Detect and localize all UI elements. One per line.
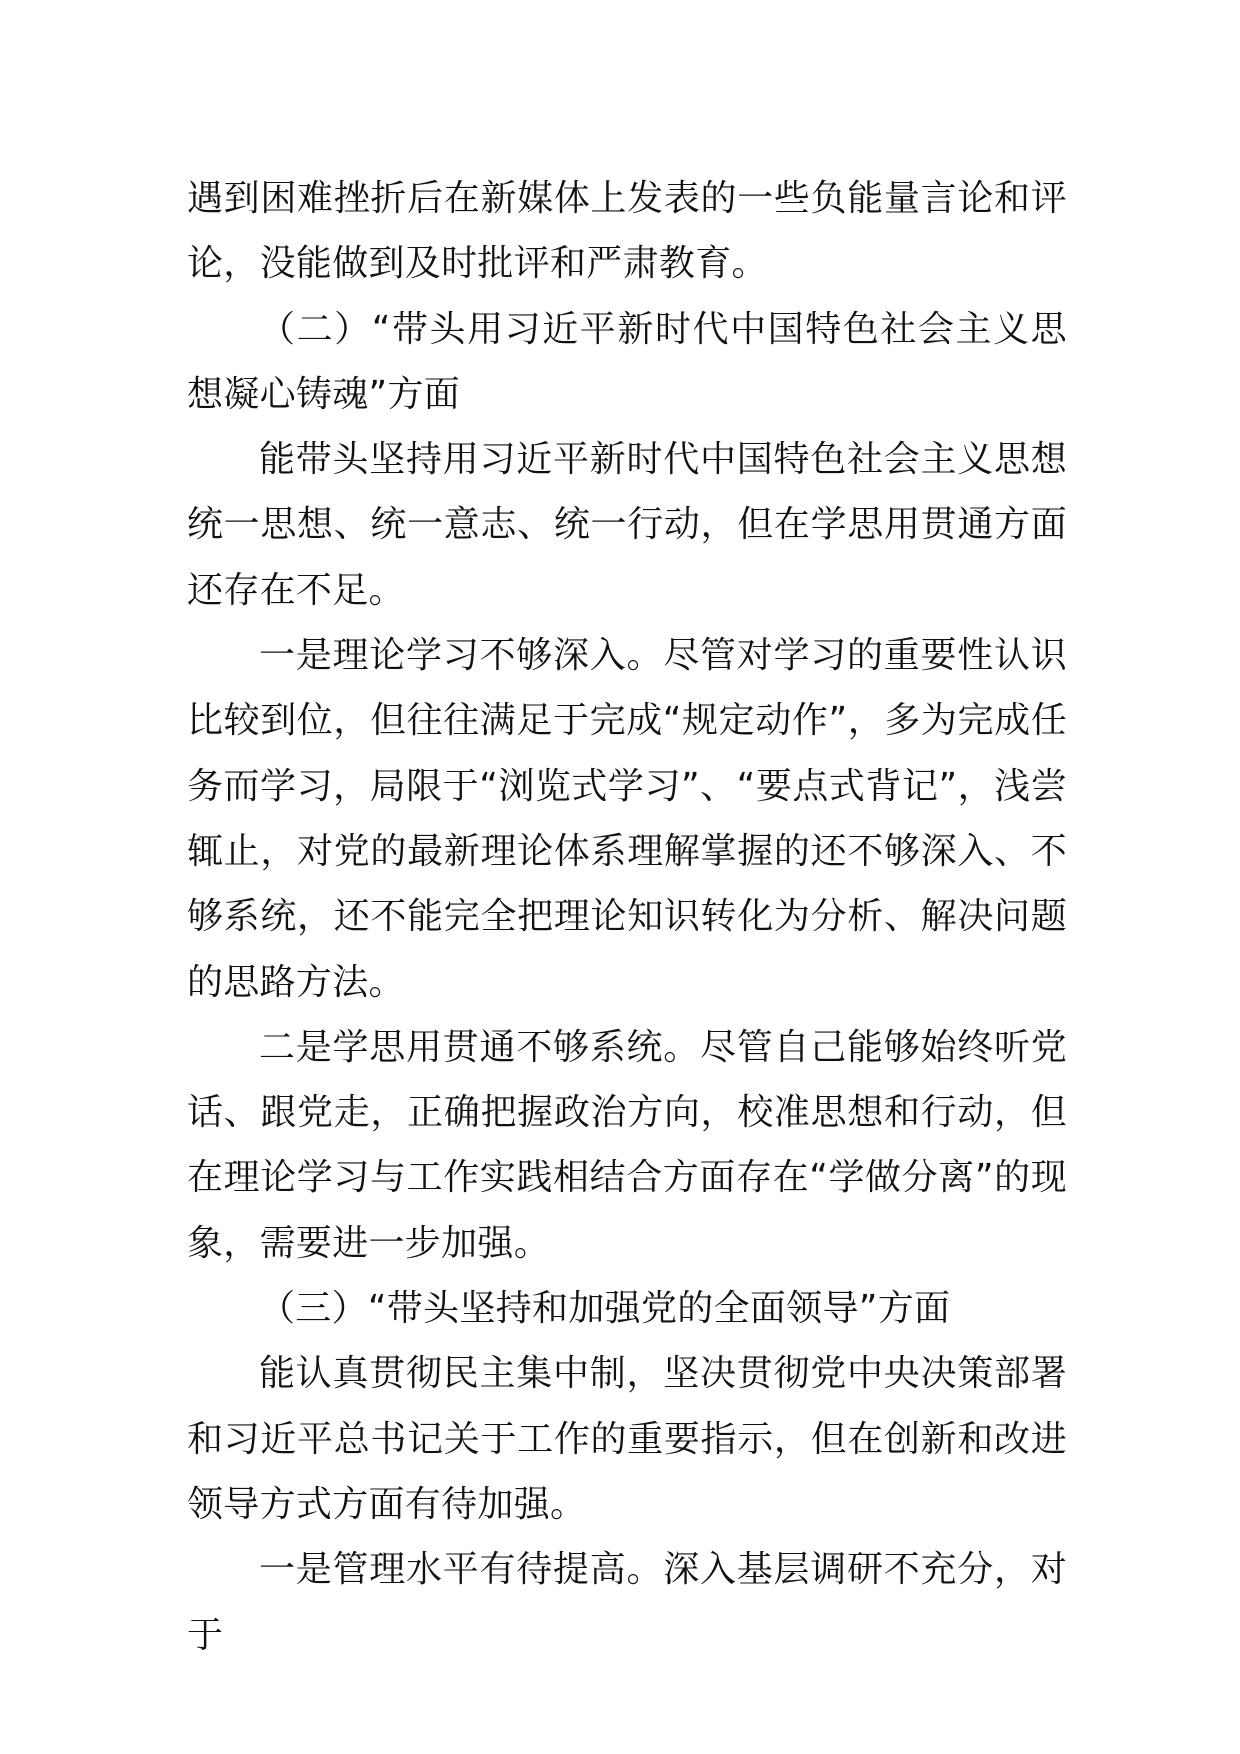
document-body — [187, 166, 1067, 1668]
paragraph-point-management: 一是管理水平有待提高。深入基层调研不充分，对于 — [187, 1549, 1067, 1656]
section-heading-3: （三）“带头坚持和加强党的全面领导”方面 — [259, 1288, 951, 1330]
paragraph-point-learning-application: 二是学思用贯通不够系统。尽管自己能够始终听党话、跟党走，正确把握政治方向，校准思想和行动，但在理论学习与工作实践相结合方面存在“学做分离”的现象，需要进一步加强。 — [187, 1026, 1067, 1264]
paragraph-point-theory-study: 一是理论学习不够深入。尽管对学习的重要性认识比较到位，但往往满足于完成“规定动作”，多为完成任务而学习，局限于“浏览式学习”、“要点式背记”，浅尝辄止，对党的最新理论体系理解掌握的还不够深入、不够系统，还不能完全把理论知识转化为分析、解决问题的思路方法。 — [187, 635, 1067, 1003]
paragraph-summary-2: 能带头坚持用习近平新时代中国特色社会主义思想统一思想、统一意志、统一行动，但在学思用贯通方面还存在不足。 — [187, 439, 1067, 611]
section-heading-2: （二）“带头用习近平新时代中国特色社会主义思想凝心铸魂”方面 — [187, 308, 1067, 415]
paragraph-continuation: 遇到困难挫折后在新媒体上发表的一些负能量言论和评论，没能做到及时批评和严肃教育。 — [187, 178, 1067, 285]
paragraph-summary-3: 能认真贯彻民主集中制，坚决贯彻党中央决策部署和习近平总书记关于工作的重要指示，但在创新和改进领导方式方面有待加强。 — [187, 1353, 1067, 1525]
